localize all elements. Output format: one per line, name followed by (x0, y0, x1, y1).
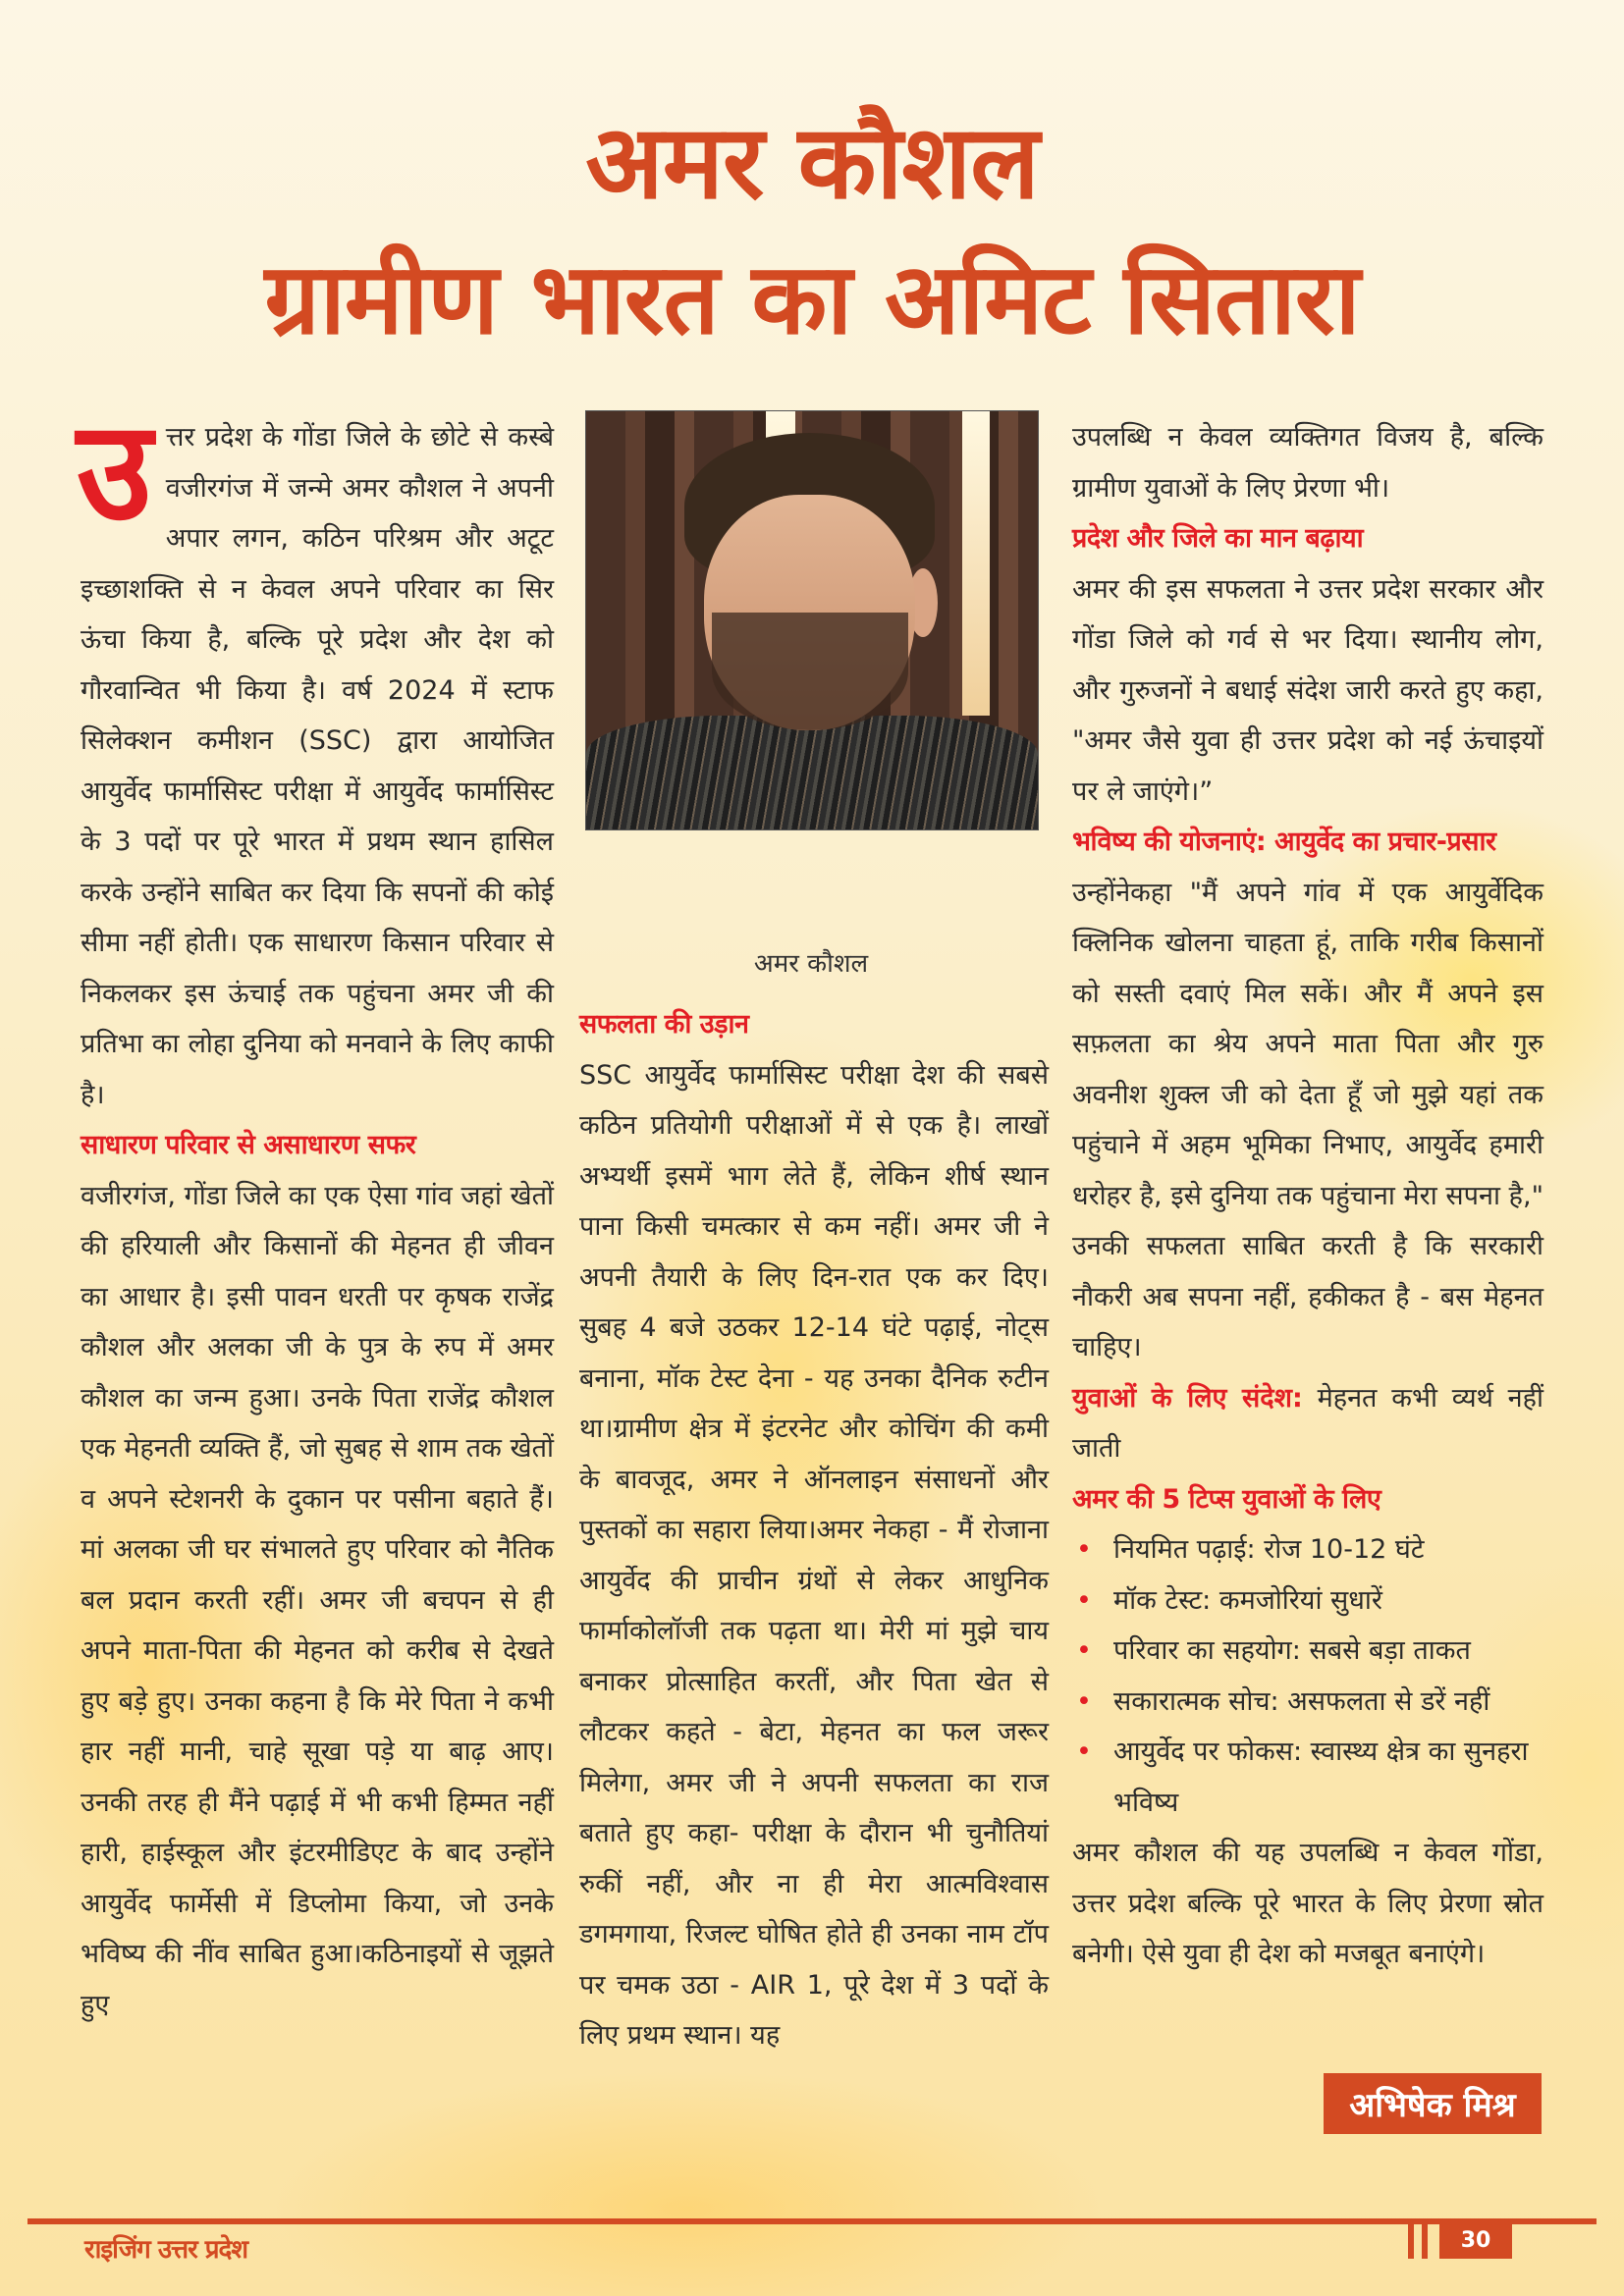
youth-message-label: युवाओं के लिए संदेश: (1072, 1382, 1303, 1414)
section-heading-state-pride: प्रदेश और जिले का मान बढ़ाया (1072, 523, 1364, 554)
drop-cap: उ (77, 392, 152, 552)
state-pride-paragraph: अमर की इस सफलता ने उत्तर प्रदेश सरकार और गोंडा जिले को गर्व से भर दिया। स्थानीय लोग, और गुरुजनों ने बधाई संदेश जारी करते हुए कहा, "अमर जैसे युवा ही उत्तर प्रदेश को नई ऊंचाइयों पर ले जाएंगे।” (1072, 573, 1543, 807)
footer-divider (27, 2218, 1597, 2224)
future-plans-paragraph: उन्होंनेकहा "मैं अपने गांव में एक आयुर्वेदिक क्लिनिक खोलना चाहता हूं, ताकि गरीब किसानों को सस्ती दवाएं मिल सकें। और मैं अपने इस सफ़लता का श्रेय अपने माता पिता और गुरु अवनीश शुक्ल जी को देता हूँ जो मुझे यहां तक पहुंचाने में अहम भूमिका निभाए, आयुर्वेद हमारी धरोहर है, इसे दुनिया तक पहुंचाना मेरा सपना है," उनकी सफलता साबित करती है कि सरकारी नौकरी अब सपना नहीं, हकीकत है - बस मेहनत चाहिए। (1072, 877, 1544, 1362)
youth-message-text: मेहनत कभी व्यर्थ नहीं जाती (1072, 1382, 1543, 1464)
youth-message (1072, 1373, 1543, 1474)
footer-bar (1422, 2221, 1428, 2259)
column-2 (579, 999, 1049, 2061)
intro-paragraph: त्तर प्रदेश के गोंडा जिले के छोटे से कस्बे वजीरगंज में जन्मे अमर कौशल ने अपनी अपार लगन, कठिन परिश्रम और अटूट इच्छाशक्ति से न केवल अपने परिवार का सिर ऊंचा किया है, बल्कि पूरे प्रदेश और देश को गौरवान्वित भी किया है। वर्ष 2024 में स्टाफ सिलेक्शन कमीशन (SSC) द्वारा आयोजित आयुर्वेद फार्मासिस्ट परीक्षा में आयुर्वेद फार्मासिस्ट के 3 पदों पर पूरे भारत में प्रथम स्थान हासिल करके उन्होंने साबित कर दिया कि सपनों की कोई सीमा नहीं होती। एक साधारण किसान परिवार से निकलकर इस ऊंचाई तक पहुंचना अमर जी की प्रतिभा का लोहा दुनिया को मनवाने के लिए काफी है। (81, 422, 554, 1110)
author-byline: अभिषेक मिश्र (1324, 2073, 1542, 2134)
section-heading-future-plans: भविष्य की योजनाएं: आयुर्वेद का प्रचार-प्रसार (1072, 827, 1496, 857)
tip-item: • आयुर्वेद पर फोकस: स्वास्थ्य क्षेत्र का सुनहरा भविष्य (1072, 1727, 1543, 1828)
family-paragraph: वजीरगंज, गोंडा जिले का एक ऐसा गांव जहां खेतों की हरियाली और किसानों की मेहनत ही जीवन का आधार है। इसी पावन धरती पर कृषक राजेंद्र कौशल और अलका जी के पुत्र के रुप में अमर कौशल का जन्म हुआ। उनके पिता राजेंद्र कौशल एक मेहनती व्यक्ति हैं, जो सुबह से शाम तक खेतों व अपने स्टेशनरी के दुकान पर पसीना बहाते हैं। मां अलका जी घर संभालते हुए परिवार को नैतिक बल प्रदान करती रहीं। अमर जी बचपन से ही अपने माता-पिता की मेहनत को करीब से देखते हुए बड़े हुए। उनका कहना है कि मेरे पिता ने कभी हार नहीं मानी, चाहे सूखा पड़े या बाढ़ आए। उनकी तरह ही मैंने पढ़ाई में भी कभी हिम्मत नहीं हारी, हाईस्कूल और इंटरमीडिएट के बाद उन्होंने आयुर्वेद फार्मेसी में डिप्लोमा किया, जो उनके भविष्य की नींव साबित हुआ।कठिनाइयों से जूझते हुए (81, 1180, 554, 2020)
continuation-paragraph: उपलब्धि न केवल व्यक्तिगत विजय है, बल्कि ग्रामीण युवाओं के लिए प्रेरणा भी। (1072, 422, 1543, 504)
article-title-subtitle: ग्रामीण भारत का अमिट सितारा (264, 241, 1360, 356)
photo-shirt (586, 716, 1038, 830)
column-1 (77, 392, 554, 2030)
tip-item: • नियमित पढ़ाई: रोज 10-12 घंटे (1072, 1524, 1543, 1575)
publication-name: राइजिंग उत्तर प्रदेश (84, 2235, 248, 2265)
portrait-photo (585, 410, 1039, 830)
tip-item: • परिवार का सहयोग: सबसे बड़ा ताकत (1072, 1626, 1543, 1677)
background-light-stripe (962, 411, 990, 716)
footer-bar (1408, 2221, 1414, 2259)
photo-caption: अमर कौशल (753, 949, 869, 979)
section-heading-ordinary-family: साधारण परिवार से असाधारण सफर (81, 1130, 416, 1160)
section-heading-tips: अमर की 5 टिप्स युवाओं के लिए (1072, 1483, 1381, 1515)
column-3 (1072, 412, 1543, 1980)
tips-list (1072, 1524, 1543, 1828)
photo-beard (712, 613, 908, 730)
page-number: 30 (1439, 2221, 1512, 2259)
article-title-name: अमर कौशल (585, 102, 1039, 222)
tip-item: • सकारात्मक सोच: असफलता से डरें नहीं (1072, 1677, 1543, 1728)
tip-item: • मॉक टेस्ट: कमजोरियां सुधारें (1072, 1575, 1543, 1627)
success-paragraph: SSC आयुर्वेद फार्मासिस्ट परीक्षा देश की सबसे कठिन प्रतियोगी परीक्षाओं में से एक है। लाखों अभ्यर्थी इसमें भाग लेते हैं, लेकिन शीर्ष स्थान पाना किसी चमत्कार से कम नहीं। अमर जी ने अपनी तैयारी के लिए दिन-रात एक कर दिए। सुबह 4 बजे उठकर 12-14 घंटे पढ़ाई, नोट्स बनाना, मॉक टेस्ट देना - यह उनका दैनिक रुटीन था।ग्रामीण क्षेत्र में इंटरनेट और कोचिंग की कमी के बावजूद, अमर ने ऑनलाइन संसाधनों और पुस्तकों का सहारा लिया।अमर नेकहा - मैं रोजाना आयुर्वेद की प्राचीन ग्रंथों से लेकर आधुनिक फार्माकोलॉजी तक पढ़ता था। मेरी मां मुझे चाय बनाकर प्रोत्साहित करतीं, और पिता खेत से लौटकर कहते - बेटा, मेहनत का फल जरूर मिलेगा, अमर जी ने अपनी सफलता का राज बताते हुए कहा- परीक्षा के दौरान भी चुनौतियां रुकीं नहीं, और ना ही मेरा आत्मविश्वास डगमगाया, रिजल्ट घोषित होते ही उनका नाम टॉप पर चमक उठा - AIR 1, पूरे देश में 3 पदों के लिए प्रथम स्थान। यह (579, 1059, 1049, 2051)
section-heading-flight-of-success: सफलता की उड़ान (579, 1009, 749, 1040)
footer-bars-decoration (1408, 2221, 1439, 2259)
closing-paragraph: अमर कौशल की यह उपलब्धि न केवल गोंडा, उत्तर प्रदेश बल्कि पूरे भारत के लिए प्रेरणा स्रोत बनेगी। ऐसे युवा ही देश को मजबूत बनाएंगे। (1072, 1838, 1543, 1969)
